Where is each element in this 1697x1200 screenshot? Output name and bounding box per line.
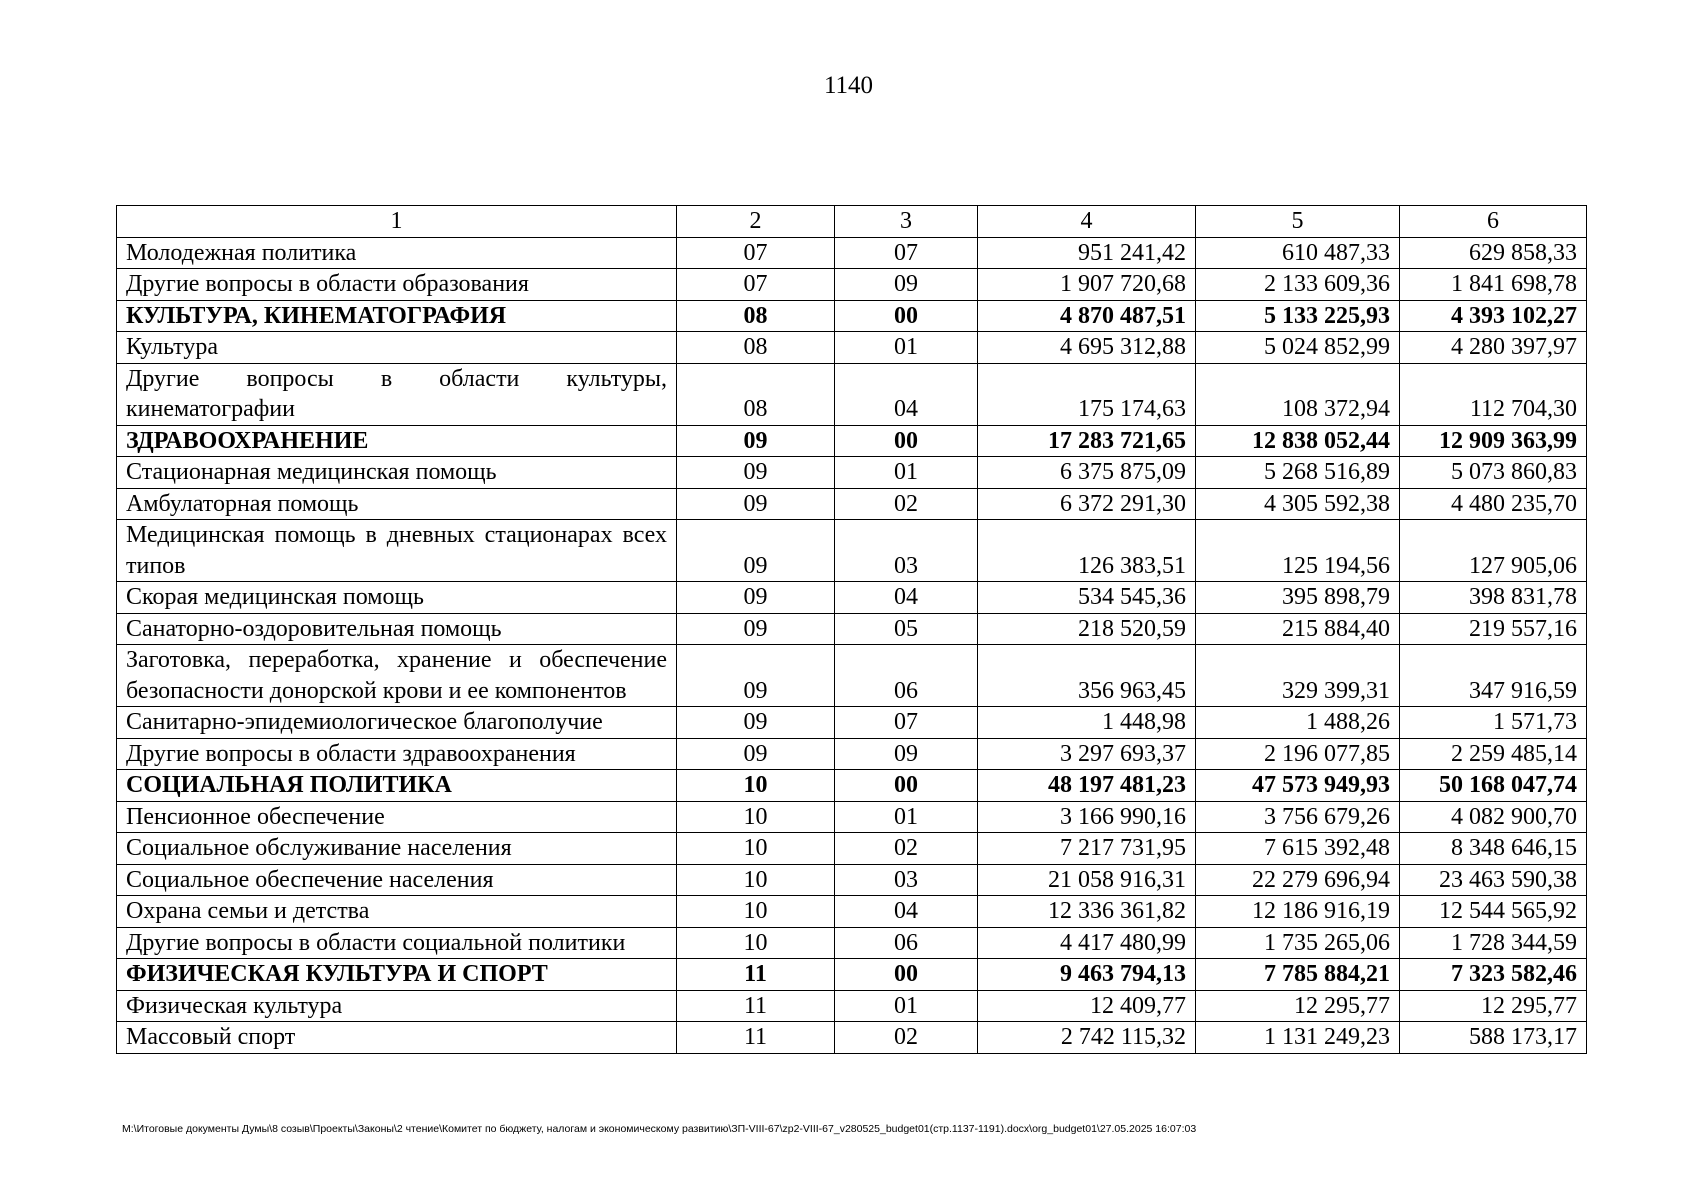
amount-col6-cell: 629 858,33 — [1400, 237, 1587, 269]
amount-col6-cell: 50 168 047,74 — [1400, 770, 1587, 802]
amount-col5-cell: 329 399,31 — [1196, 645, 1400, 707]
section-code-cell: 10 — [677, 927, 835, 959]
header-cell: 5 — [1196, 206, 1400, 238]
header-cell: 6 — [1400, 206, 1587, 238]
amount-col5-cell: 2 133 609,36 — [1196, 269, 1400, 301]
subsection-code-cell: 00 — [835, 300, 978, 332]
table-header-row — [117, 206, 1587, 238]
amount-col6-cell: 347 916,59 — [1400, 645, 1587, 707]
amount-col4-cell: 3 166 990,16 — [978, 801, 1196, 833]
header-cell: 4 — [978, 206, 1196, 238]
subsection-code-cell: 07 — [835, 237, 978, 269]
amount-col4-cell: 17 283 721,65 — [978, 425, 1196, 457]
table-row — [117, 738, 1587, 770]
subsection-code-cell: 01 — [835, 990, 978, 1022]
row-name-cell: Другие вопросы в области здравоохранения — [117, 738, 677, 770]
subsection-code-cell: 02 — [835, 1022, 978, 1054]
subsection-code-cell: 04 — [835, 363, 978, 425]
row-name-cell: Амбулаторная помощь — [117, 488, 677, 520]
subsection-code-cell: 06 — [835, 927, 978, 959]
table-row — [117, 457, 1587, 489]
header-cell: 1 — [117, 206, 677, 238]
amount-col4-cell: 126 383,51 — [978, 520, 1196, 582]
section-code-cell: 09 — [677, 645, 835, 707]
amount-col5-cell: 12 838 052,44 — [1196, 425, 1400, 457]
header-cell: 3 — [835, 206, 978, 238]
amount-col6-cell: 1 571,73 — [1400, 707, 1587, 739]
section-code-cell: 09 — [677, 738, 835, 770]
amount-col4-cell: 1 448,98 — [978, 707, 1196, 739]
section-code-cell: 10 — [677, 770, 835, 802]
amount-col5-cell: 1 131 249,23 — [1196, 1022, 1400, 1054]
amount-col4-cell: 218 520,59 — [978, 613, 1196, 645]
row-name-cell: ФИЗИЧЕСКАЯ КУЛЬТУРА И СПОРТ — [117, 959, 677, 991]
amount-col4-cell: 48 197 481,23 — [978, 770, 1196, 802]
amount-col6-cell: 23 463 590,38 — [1400, 864, 1587, 896]
amount-col6-cell: 8 348 646,15 — [1400, 833, 1587, 865]
subsection-code-cell: 06 — [835, 645, 978, 707]
table-row — [117, 363, 1587, 425]
subsection-code-cell: 05 — [835, 613, 978, 645]
row-name-cell: Культура — [117, 332, 677, 364]
subsection-code-cell: 09 — [835, 738, 978, 770]
row-name-cell: Массовый спорт — [117, 1022, 677, 1054]
amount-col5-cell: 1 488,26 — [1196, 707, 1400, 739]
budget-table — [116, 205, 1587, 1054]
row-name-cell: Охрана семьи и детства — [117, 896, 677, 928]
amount-col5-cell: 2 196 077,85 — [1196, 738, 1400, 770]
amount-col4-cell: 2 742 115,32 — [978, 1022, 1196, 1054]
amount-col5-cell: 5 024 852,99 — [1196, 332, 1400, 364]
row-name-cell: Пенсионное обеспечение — [117, 801, 677, 833]
amount-col6-cell: 127 905,06 — [1400, 520, 1587, 582]
table-row — [117, 833, 1587, 865]
amount-col6-cell: 5 073 860,83 — [1400, 457, 1587, 489]
amount-col5-cell: 12 186 916,19 — [1196, 896, 1400, 928]
row-name-cell: Стационарная медицинская помощь — [117, 457, 677, 489]
header-cell: 2 — [677, 206, 835, 238]
amount-col4-cell: 951 241,42 — [978, 237, 1196, 269]
section-row — [117, 959, 1587, 991]
amount-col5-cell: 610 487,33 — [1196, 237, 1400, 269]
table-row — [117, 582, 1587, 614]
subsection-code-cell: 00 — [835, 959, 978, 991]
section-code-cell: 11 — [677, 990, 835, 1022]
section-code-cell: 10 — [677, 801, 835, 833]
subsection-code-cell: 01 — [835, 457, 978, 489]
table-row — [117, 927, 1587, 959]
amount-col4-cell: 1 907 720,68 — [978, 269, 1196, 301]
amount-col5-cell: 108 372,94 — [1196, 363, 1400, 425]
amount-col4-cell: 7 217 731,95 — [978, 833, 1196, 865]
row-name-cell: СОЦИАЛЬНАЯ ПОЛИТИКА — [117, 770, 677, 802]
row-name-cell: КУЛЬТУРА, КИНЕМАТОГРАФИЯ — [117, 300, 677, 332]
row-name-cell: Другие вопросы в области образования — [117, 269, 677, 301]
section-row — [117, 770, 1587, 802]
amount-col6-cell: 4 393 102,27 — [1400, 300, 1587, 332]
amount-col4-cell: 6 375 875,09 — [978, 457, 1196, 489]
amount-col4-cell: 356 963,45 — [978, 645, 1196, 707]
table-row — [117, 645, 1587, 707]
row-name-cell: Другие вопросы в области культуры, кинематографии — [117, 363, 677, 425]
row-name-cell: Молодежная политика — [117, 237, 677, 269]
section-code-cell: 11 — [677, 959, 835, 991]
amount-col6-cell: 219 557,16 — [1400, 613, 1587, 645]
table-row — [117, 269, 1587, 301]
amount-col6-cell: 2 259 485,14 — [1400, 738, 1587, 770]
section-code-cell: 10 — [677, 864, 835, 896]
subsection-code-cell: 03 — [835, 520, 978, 582]
table-row — [117, 332, 1587, 364]
amount-col4-cell: 3 297 693,37 — [978, 738, 1196, 770]
table-row — [117, 707, 1587, 739]
row-name-cell: Социальное обеспечение населения — [117, 864, 677, 896]
amount-col5-cell: 7 785 884,21 — [1196, 959, 1400, 991]
amount-col4-cell: 4 870 487,51 — [978, 300, 1196, 332]
amount-col5-cell: 1 735 265,06 — [1196, 927, 1400, 959]
table-row — [117, 896, 1587, 928]
amount-col5-cell: 215 884,40 — [1196, 613, 1400, 645]
table-row — [117, 864, 1587, 896]
subsection-code-cell: 02 — [835, 833, 978, 865]
amount-col5-cell: 5 133 225,93 — [1196, 300, 1400, 332]
row-name-cell: Социальное обслуживание населения — [117, 833, 677, 865]
section-code-cell: 10 — [677, 833, 835, 865]
subsection-code-cell: 02 — [835, 488, 978, 520]
subsection-code-cell: 04 — [835, 896, 978, 928]
row-name-cell: Санаторно-оздоровительная помощь — [117, 613, 677, 645]
section-code-cell: 09 — [677, 425, 835, 457]
amount-col6-cell: 112 704,30 — [1400, 363, 1587, 425]
amount-col6-cell: 1 728 344,59 — [1400, 927, 1587, 959]
amount-col6-cell: 12 295,77 — [1400, 990, 1587, 1022]
amount-col4-cell: 21 058 916,31 — [978, 864, 1196, 896]
table-row — [117, 520, 1587, 582]
amount-col6-cell: 398 831,78 — [1400, 582, 1587, 614]
amount-col4-cell: 9 463 794,13 — [978, 959, 1196, 991]
amount-col5-cell: 7 615 392,48 — [1196, 833, 1400, 865]
amount-col6-cell: 12 544 565,92 — [1400, 896, 1587, 928]
row-name-cell: ЗДРАВООХРАНЕНИЕ — [117, 425, 677, 457]
subsection-code-cell: 04 — [835, 582, 978, 614]
amount-col6-cell: 588 173,17 — [1400, 1022, 1587, 1054]
section-code-cell: 08 — [677, 332, 835, 364]
subsection-code-cell: 00 — [835, 770, 978, 802]
amount-col4-cell: 175 174,63 — [978, 363, 1196, 425]
amount-col5-cell: 12 295,77 — [1196, 990, 1400, 1022]
amount-col4-cell: 6 372 291,30 — [978, 488, 1196, 520]
amount-col5-cell: 47 573 949,93 — [1196, 770, 1400, 802]
section-code-cell: 09 — [677, 613, 835, 645]
table-row — [117, 488, 1587, 520]
amount-col4-cell: 4 695 312,88 — [978, 332, 1196, 364]
subsection-code-cell: 01 — [835, 801, 978, 833]
subsection-code-cell: 09 — [835, 269, 978, 301]
page-number: 1140 — [823, 72, 874, 99]
amount-col6-cell: 4 082 900,70 — [1400, 801, 1587, 833]
row-name-cell: Другие вопросы в области социальной политики — [117, 927, 677, 959]
subsection-code-cell: 03 — [835, 864, 978, 896]
section-row — [117, 425, 1587, 457]
amount-col6-cell: 12 909 363,99 — [1400, 425, 1587, 457]
amount-col5-cell: 395 898,79 — [1196, 582, 1400, 614]
amount-col5-cell: 5 268 516,89 — [1196, 457, 1400, 489]
amount-col4-cell: 12 409,77 — [978, 990, 1196, 1022]
file-path-footer: M:\Итоговые документы Думы\8 созыв\Проекты\Законы\2 чтение\Комитет по бюджету, налогам и экономическому развитию\ЗП-VIII-67\zp2-VIII-67_v280525_budget01(стр.1137-1191).docx\org_budget01\27.05.2025 16:07:03 — [122, 1123, 1197, 1135]
section-code-cell: 08 — [677, 363, 835, 425]
section-code-cell: 09 — [677, 488, 835, 520]
section-code-cell: 10 — [677, 896, 835, 928]
amount-col6-cell: 7 323 582,46 — [1400, 959, 1587, 991]
amount-col4-cell: 534 545,36 — [978, 582, 1196, 614]
row-name-cell: Физическая культура — [117, 990, 677, 1022]
row-name-cell: Медицинская помощь в дневных стационарах всех типов — [117, 520, 677, 582]
row-name-cell: Санитарно-эпидемиологическое благополучие — [117, 707, 677, 739]
amount-col5-cell: 22 279 696,94 — [1196, 864, 1400, 896]
table-row — [117, 1022, 1587, 1054]
amount-col5-cell: 125 194,56 — [1196, 520, 1400, 582]
amount-col5-cell: 3 756 679,26 — [1196, 801, 1400, 833]
table-row — [117, 613, 1587, 645]
section-code-cell: 09 — [677, 707, 835, 739]
amount-col6-cell: 4 480 235,70 — [1400, 488, 1587, 520]
section-code-cell: 09 — [677, 520, 835, 582]
row-name-cell: Заготовка, переработка, хранение и обеспечение безопасности донорской крови и ее компонентов — [117, 645, 677, 707]
amount-col6-cell: 4 280 397,97 — [1400, 332, 1587, 364]
subsection-code-cell: 01 — [835, 332, 978, 364]
subsection-code-cell: 00 — [835, 425, 978, 457]
section-code-cell: 07 — [677, 237, 835, 269]
section-code-cell: 11 — [677, 1022, 835, 1054]
section-code-cell: 09 — [677, 582, 835, 614]
amount-col4-cell: 4 417 480,99 — [978, 927, 1196, 959]
section-code-cell: 09 — [677, 457, 835, 489]
amount-col5-cell: 4 305 592,38 — [1196, 488, 1400, 520]
table-row — [117, 237, 1587, 269]
row-name-cell: Скорая медицинская помощь — [117, 582, 677, 614]
amount-col6-cell: 1 841 698,78 — [1400, 269, 1587, 301]
section-code-cell: 08 — [677, 300, 835, 332]
table-row — [117, 990, 1587, 1022]
amount-col4-cell: 12 336 361,82 — [978, 896, 1196, 928]
section-row — [117, 300, 1587, 332]
subsection-code-cell: 07 — [835, 707, 978, 739]
section-code-cell: 07 — [677, 269, 835, 301]
table-row — [117, 801, 1587, 833]
